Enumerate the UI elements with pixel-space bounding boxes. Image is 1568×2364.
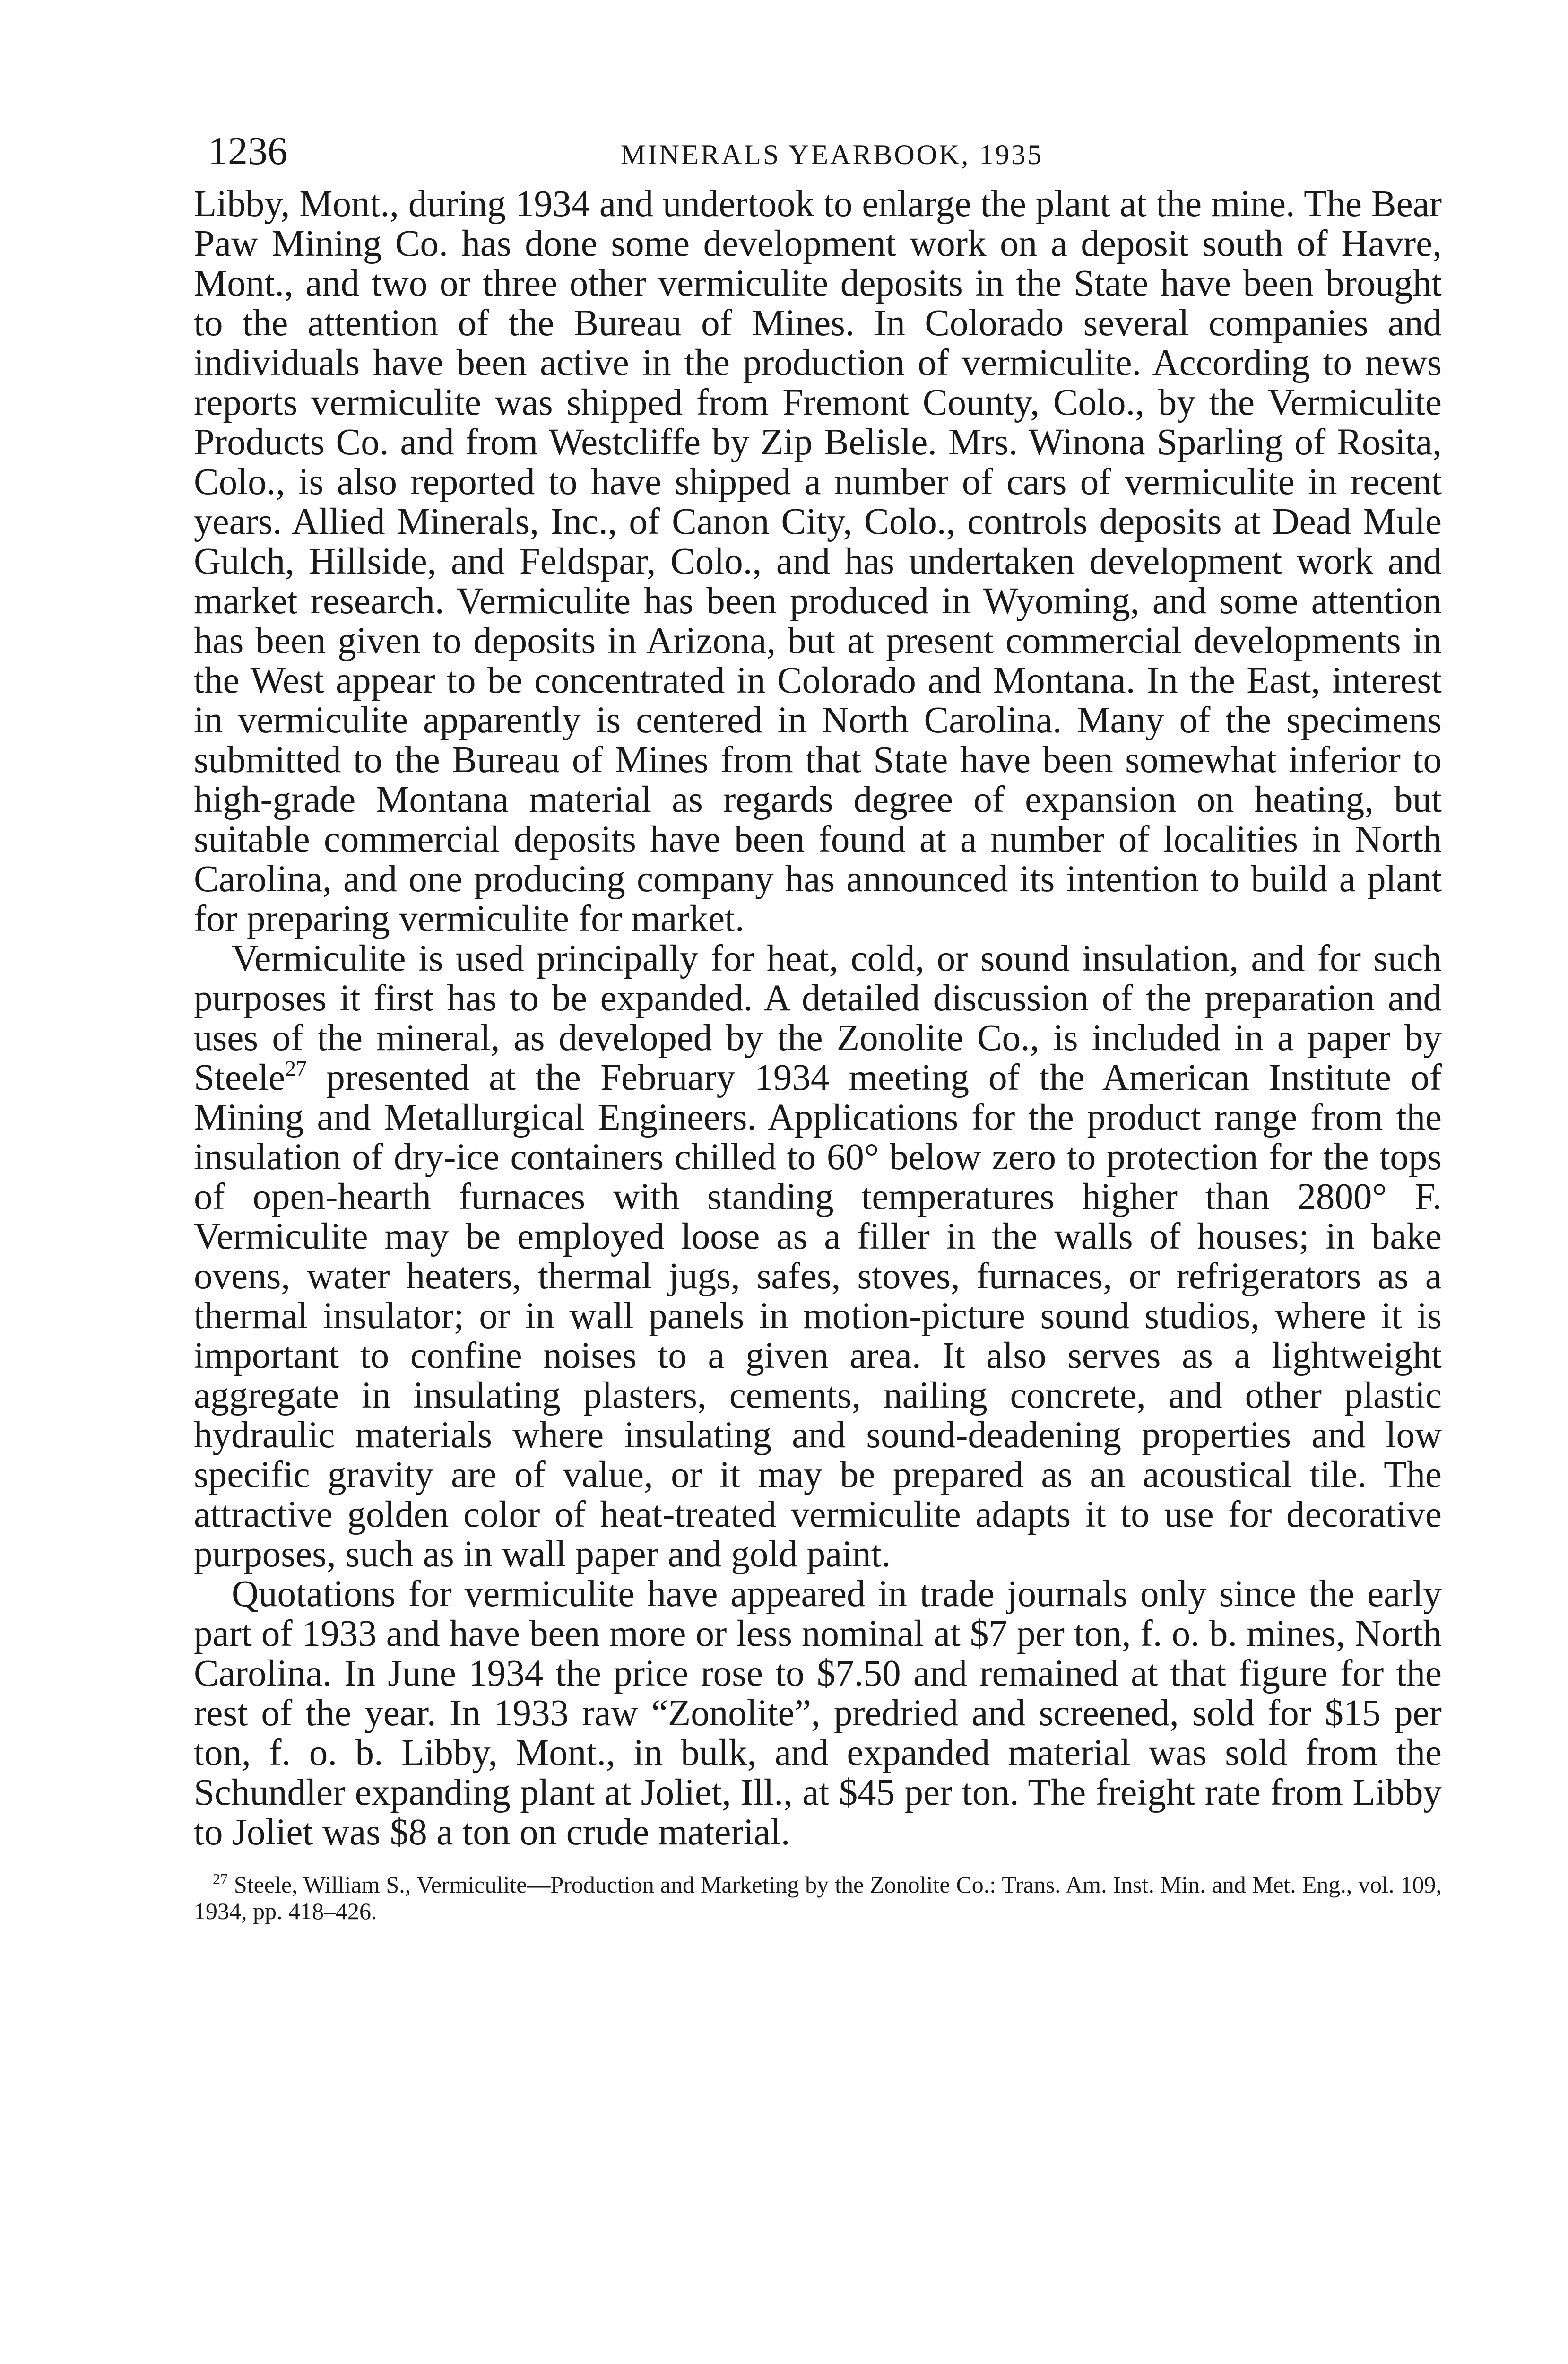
paragraph-2-text-b: presented at the February 1934 meeting of the American Institute of Mining and Metallurgical Engineers. Applications for the product range from the insulation of dry-ice containers chilled to 60° below zero to protection for the tops of open-hearth furnaces with standing temperatures higher than 2800° F. Vermiculite may be employed loose as a filler in the walls of houses; in bake ovens, water heaters, thermal jugs, safes, stoves, furnaces, or refrigerators as a thermal insulator; or in wall panels in motion-picture sound studios, where it is important to confine noises to a given area. It also serves as a lightweight aggregate in insulating plasters, cements, nailing concrete, and other plastic hydraulic materials where insulating and sound-deadening properties and low specific gravity are of value, or it may be prepared as an acoustical tile. The attractive golden color of heat-treated vermiculite adapts it to use for decorative purposes, such as in wall paper and gold paint.: [194, 1057, 1442, 1575]
paragraph-3: Quotations for vermiculite have appeared in trade journals only since the early part of 1933 and have been more or less nominal at $7 per ton, f. o. b. mines, North Carolina. In June 1934 the price rose to $7.50 and remained at that figure for the rest of the year. In 1933 raw “Zonolite”, predried and screened, sold for $15 per ton, f. o. b. Libby, Mont., in bulk, and expanded material was sold from the Schundler expanding plant at Joliet, Ill., at $45 per ton. The freight rate from Libby to Joliet was $8 a ton on crude material.: [194, 1573, 1442, 1853]
footnote-marker: 27: [213, 1870, 228, 1887]
running-title: MINERALS YEARBOOK, 1935: [620, 139, 1044, 170]
page-number: 1236: [208, 129, 287, 173]
body-text: [194, 184, 1442, 1852]
paragraph-2: [194, 939, 1442, 1574]
document-page: [194, 128, 1442, 1924]
running-head: [194, 128, 1442, 184]
footnote-spacer: [194, 1852, 1442, 1871]
paragraph-2-text-a: Vermiculite is used principally for heat, cold, or sound insulation, and for such purposes it first has to be expanded. A detailed discussion of the preparation and uses of the mineral, as developed by the Zonolite Co., is included in a paper by Steele: [194, 938, 1442, 1098]
footnote-reference: 27: [285, 1056, 307, 1080]
footnote-text: Steele, William S., Vermiculite—Production and Marketing by the Zonolite Co.: Trans. Am. Inst. Min. and Met. Eng., vol. 109, 1934, pp. 418–426.: [194, 1871, 1442, 1924]
footnote: [194, 1871, 1442, 1924]
paragraph-1: Libby, Mont., during 1934 and undertook to enlarge the plant at the mine. The Bear Paw Mining Co. has done some development work on a deposit south of Havre, Mont., and two or three other vermiculite deposits in the State have been brought to the attention of the Bureau of Mines. In Colorado several companies and individuals have been active in the production of vermiculite. According to news reports vermiculite was shipped from Fremont County, Colo., by the Vermiculite Products Co. and from Westcliffe by Zip Belisle. Mrs. Winona Sparling of Rosita, Colo., is also reported to have shipped a number of cars of vermiculite in recent years. Allied Minerals, Inc., of Canon City, Colo., controls deposits at Dead Mule Gulch, Hillside, and Feldspar, Colo., and has undertaken development work and market research. Vermiculite has been produced in Wyoming, and some attention has been given to deposits in Arizona, but at present commercial developments in the West appear to be concentrated in Colorado and Montana. In the East, interest in vermiculite apparently is centered in North Carolina. Many of the specimens submitted to the Bureau of Mines from that State have been somewhat inferior to high-grade Montana material as regards degree of expansion on heating, but suitable commercial deposits have been found at a number of localities in North Carolina, and one producing company has announced its intention to build a plant for preparing vermiculite for market.: [194, 183, 1442, 939]
